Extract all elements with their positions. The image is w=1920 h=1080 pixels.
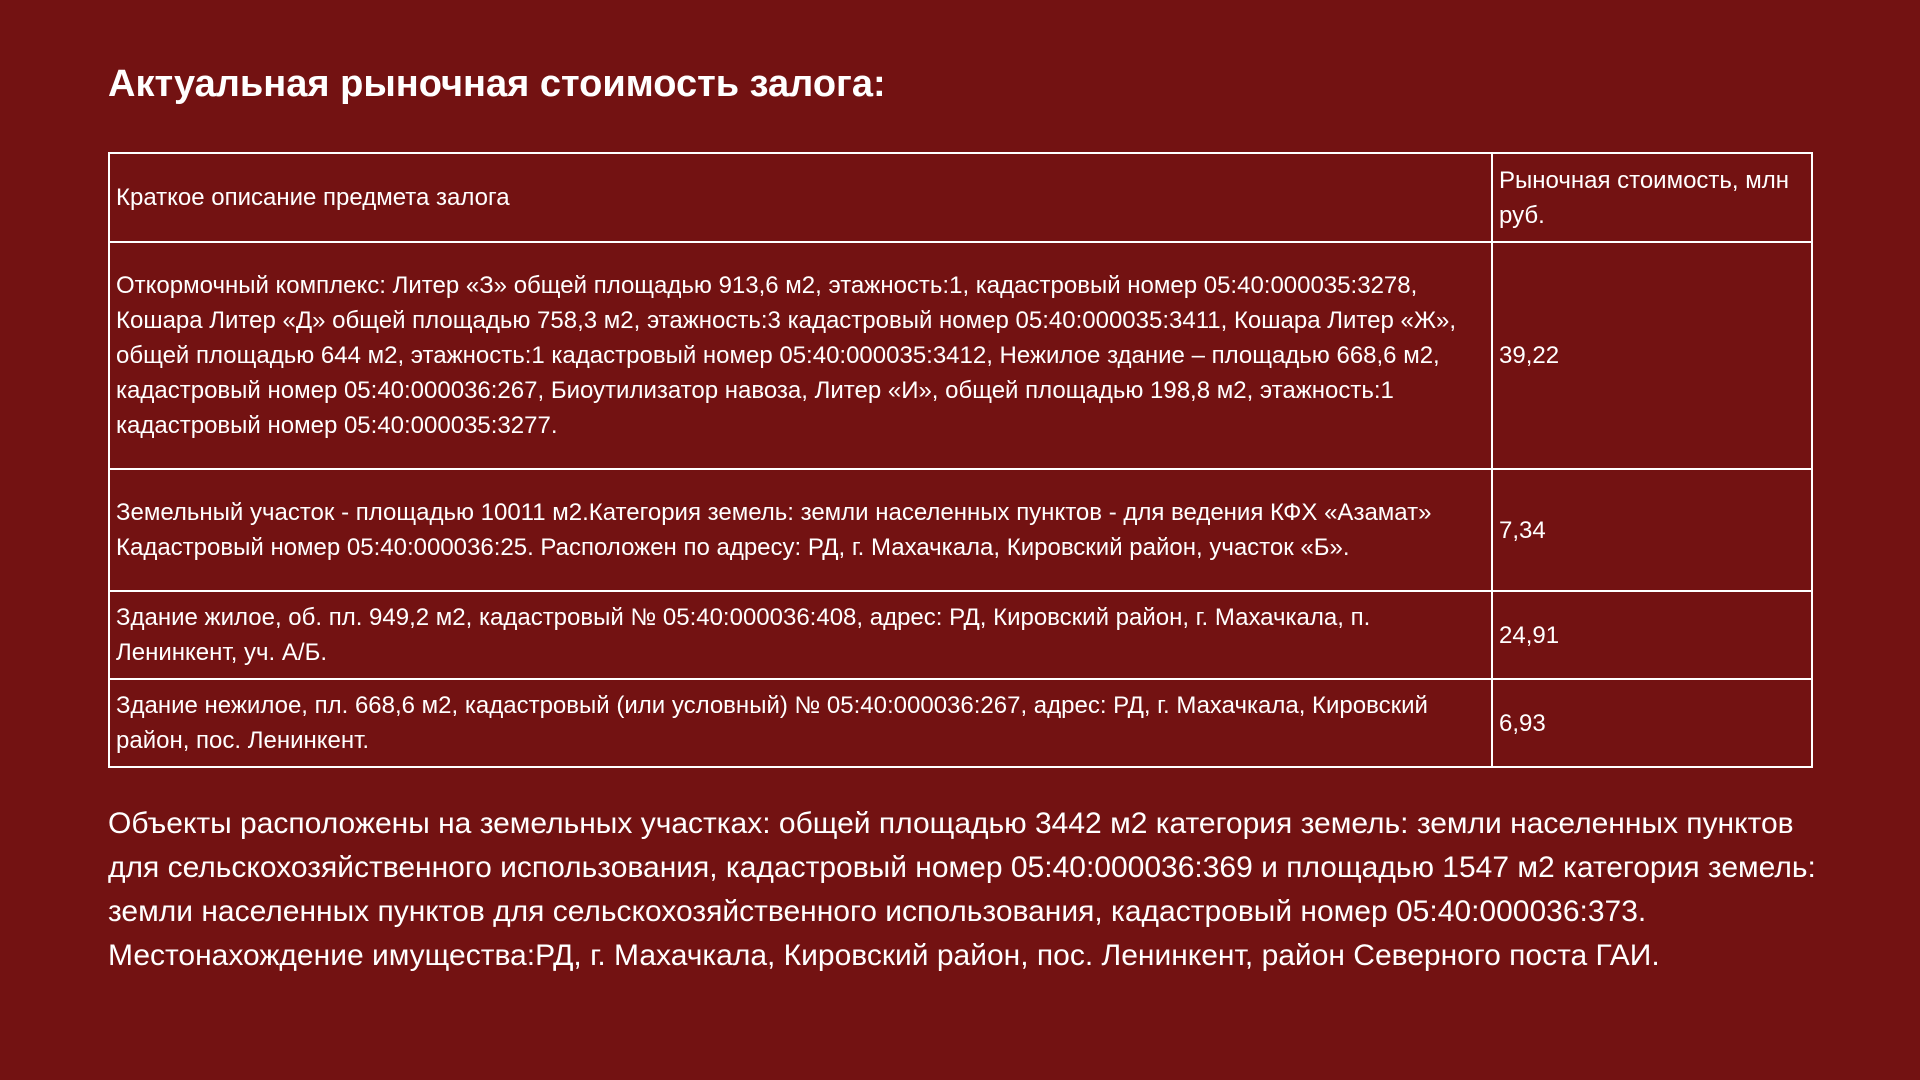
row-value: 39,22 [1492, 242, 1812, 469]
row-value: 24,91 [1492, 591, 1812, 679]
location-paragraph: Местонахождение имущества:РД, г. Махачкала, Кировский район, пос. Ленинкент, район Северного поста ГАИ. [108, 939, 1660, 972]
row-description: Здание нежилое, пл. 668,6 м2, кадастровый (или условный) № 05:40:000036:267, адрес: РД, г. Махачкала, Кировский район, пос. Ленинкент. [109, 679, 1492, 767]
table-header-row [109, 153, 1812, 242]
header-market-value: Рыночная стоимость, млн руб. [1492, 153, 1812, 242]
page-title: Актуальная рыночная стоимость залога: [108, 63, 886, 105]
table-row [109, 591, 1812, 679]
row-value: 7,34 [1492, 469, 1812, 591]
land-plots-paragraph: Объекты расположены на земельных участках: общей площадью 3442 м2 категория земель: земли населенных пунктов для сельскохозяйственного использования, кадастровый номер 05:40:000036:369 и площадью 1547 м2 категория земель: земли населенных пунктов для сельскохозяйственного использования, кадастровый номер 05:40:000036:373. [108, 807, 1816, 928]
row-description: Здание жилое, об. пл. 949,2 м2, кадастровый № 05:40:000036:408, адрес: РД, Кировский район, г. Махачкала, п. Ленинкент, уч. А/Б. [109, 591, 1492, 679]
header-description: Краткое описание предмета залога [109, 153, 1492, 242]
row-description: Земельный участок - площадью 10011 м2.Категория земель: земли населенных пунктов - для ведения КФХ «Азамат» Кадастровый номер 05:40:000036:25. Расположен по адресу: РД, г. Махачкала, Кировский район, участок «Б». [109, 469, 1492, 591]
table-row [109, 242, 1812, 469]
row-description: Откормочный комплекс: Литер «З» общей площадью 913,6 м2, этажность:1, кадастровый номер 05:40:000035:3278, Кошара Литер «Д» общей площадью 758,3 м2, этажность:3 кадастровый номер 05:40:000035:3411, Кошара Литер «Ж», общей площадью 644 м2, этажность:1 кадастровый номер 05:40:000035:3412, Нежилое здание – площадью 668,6 м2, кадастровый номер 05:40:000036:267, Биоутилизатор навоза, Литер «И», общей площадью 198,8 м2, этажность:1 кадастровый номер 05:40:000035:3277. [109, 242, 1492, 469]
table-row [109, 679, 1812, 767]
collateral-table [108, 152, 1813, 768]
table-row [109, 469, 1812, 591]
row-value: 6,93 [1492, 679, 1812, 767]
summary-text [108, 802, 1828, 978]
